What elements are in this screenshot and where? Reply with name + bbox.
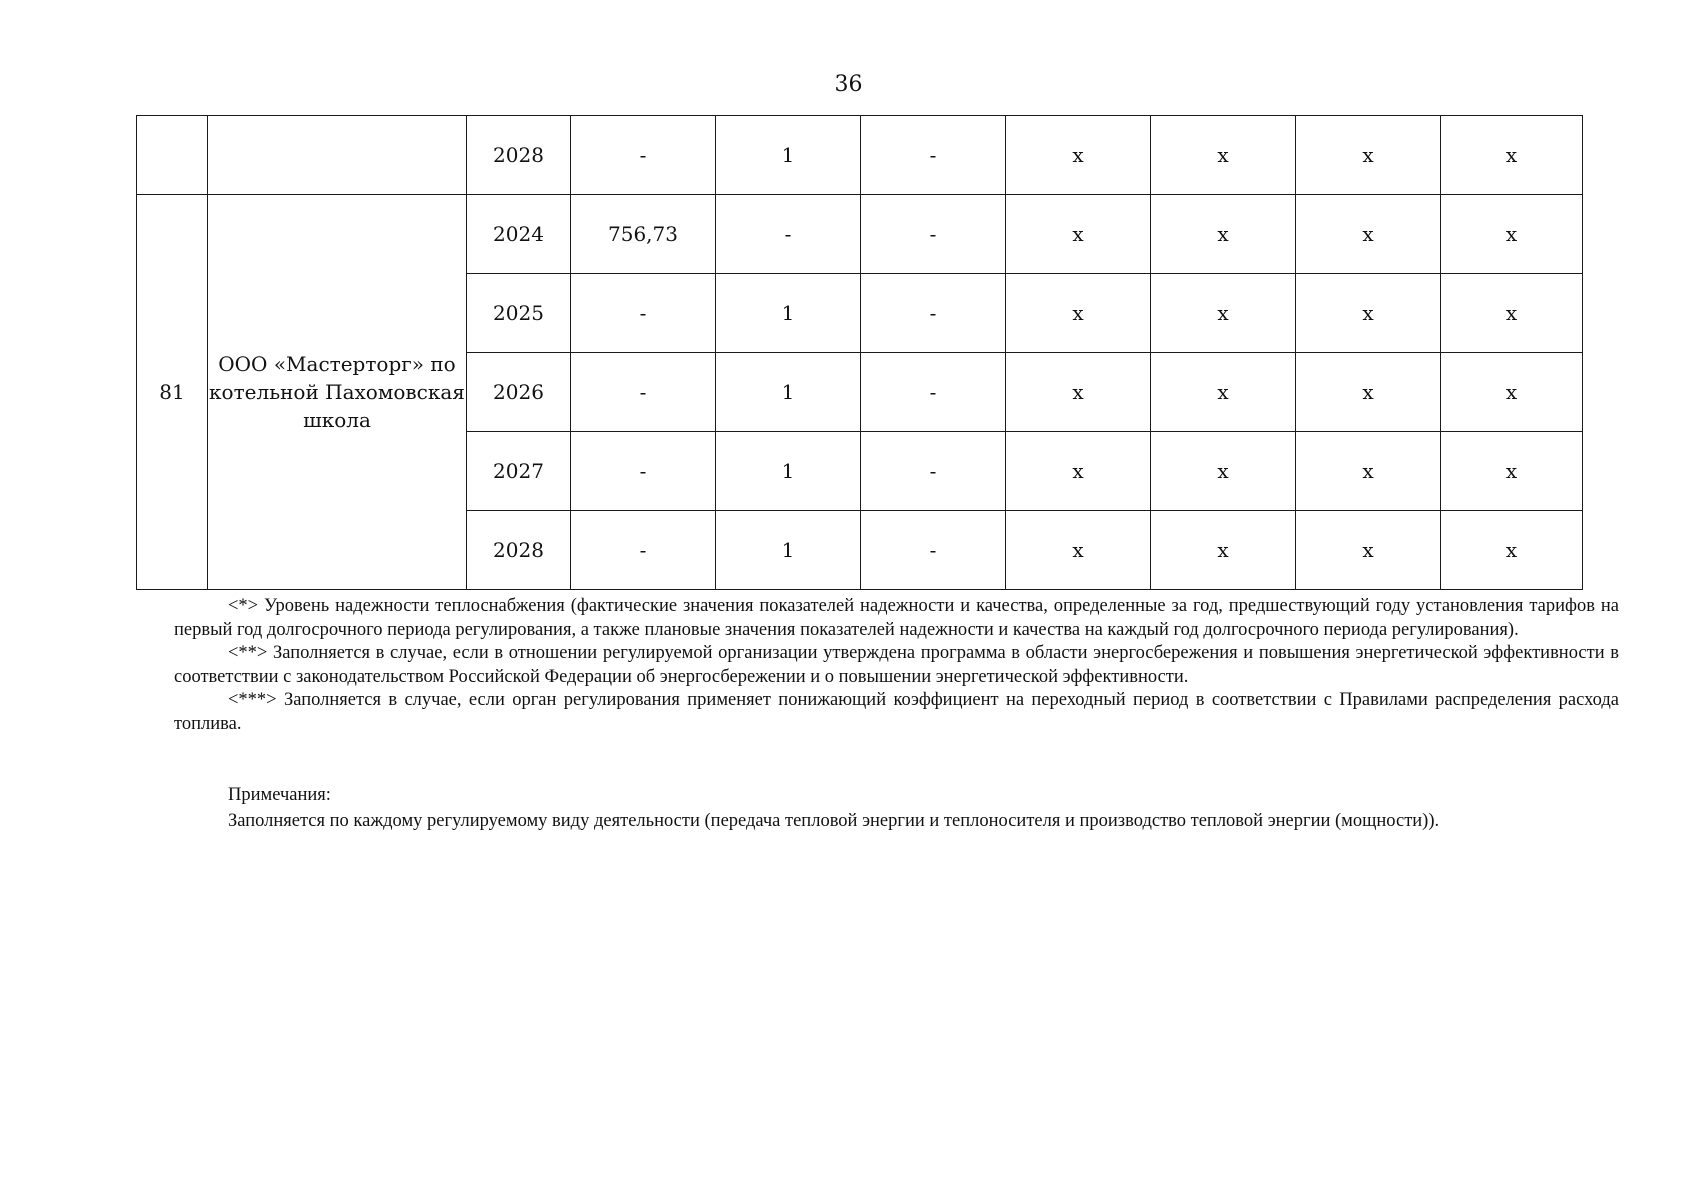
year-cell: 2024 (467, 195, 571, 274)
value-cell: 1 (716, 432, 861, 511)
row-number-cell (137, 116, 208, 195)
year-cell: 2025 (467, 274, 571, 353)
value-cell: x (1006, 116, 1151, 195)
value-cell: x (1006, 353, 1151, 432)
value-cell: x (1441, 432, 1583, 511)
value-cell: - (861, 195, 1006, 274)
table-row (137, 195, 1583, 274)
value-cell: x (1441, 116, 1583, 195)
value-cell: 1 (716, 511, 861, 590)
footnote-reducing-coefficient: <***> Заполняется в случае, если орган регулирования применяет понижающий коэффициент на переходный период в соответствии с Правилами распределения расхода топлива. (174, 690, 1619, 734)
page-number: 36 (834, 72, 863, 97)
value-cell: x (1296, 511, 1441, 590)
value-cell: x (1006, 432, 1151, 511)
value-cell: x (1441, 511, 1583, 590)
table-row (137, 116, 1583, 195)
year-cell: 2028 (467, 116, 571, 195)
value-cell: x (1151, 116, 1296, 195)
value-cell: - (861, 432, 1006, 511)
value-cell: x (1006, 511, 1151, 590)
value-cell: - (716, 195, 861, 274)
notes-heading: Примечания: (228, 785, 331, 805)
value-cell: x (1296, 432, 1441, 511)
value-cell: x (1296, 116, 1441, 195)
value-cell: x (1151, 195, 1296, 274)
value-cell: - (861, 353, 1006, 432)
footnotes (174, 595, 1619, 736)
value-cell: - (861, 274, 1006, 353)
value-cell: - (571, 116, 716, 195)
year-cell: 2027 (467, 432, 571, 511)
footnote-reliability: <*> Уровень надежности теплоснабжения (фактические значения показателей надежности и качества, определенные за год, предшествующий году установления тарифов на первый год долгосрочного периода регулирования, а также плановые значения показателей надежности и качества на каждый год долгосрочного периода регулирования). (174, 596, 1619, 640)
year-cell: 2026 (467, 353, 571, 432)
value-cell: - (571, 274, 716, 353)
value-cell: - (571, 432, 716, 511)
value-cell: - (571, 511, 716, 590)
value-cell: x (1296, 353, 1441, 432)
value-cell: x (1441, 195, 1583, 274)
value-cell: x (1441, 274, 1583, 353)
notes-text: Заполняется по каждому регулируемому виду деятельности (передача тепловой энергии и теплоносителя и производство тепловой энергии (мощности)). (228, 811, 1440, 831)
value-cell: x (1151, 353, 1296, 432)
value-cell: x (1151, 432, 1296, 511)
org-name-cell (208, 116, 467, 195)
value-cell: x (1296, 274, 1441, 353)
value-cell: x (1151, 274, 1296, 353)
value-cell: 1 (716, 353, 861, 432)
year-cell: 2028 (467, 511, 571, 590)
value-cell: - (861, 116, 1006, 195)
value-cell: - (571, 353, 716, 432)
value-cell: - (861, 511, 1006, 590)
data-table (136, 115, 1583, 590)
value-cell: x (1006, 274, 1151, 353)
notes-section (228, 782, 1628, 834)
row-number-cell: 81 (137, 195, 208, 590)
value-cell: x (1441, 353, 1583, 432)
value-cell: x (1296, 195, 1441, 274)
org-name-cell: ООО «Мастерторг» по котельной Пахомовская школа (208, 195, 467, 590)
value-cell: 1 (716, 274, 861, 353)
value-cell: x (1006, 195, 1151, 274)
footnote-energy-saving: <**> Заполняется в случае, если в отношении регулируемой организации утверждена программа в области энергосбережения и повышения энергетической эффективности в соответствии с законодательством Российской Федерации об энергосбережении и о повышении энергетической эффективности. (174, 643, 1619, 687)
value-cell: 756,73 (571, 195, 716, 274)
value-cell: 1 (716, 116, 861, 195)
value-cell: x (1151, 511, 1296, 590)
